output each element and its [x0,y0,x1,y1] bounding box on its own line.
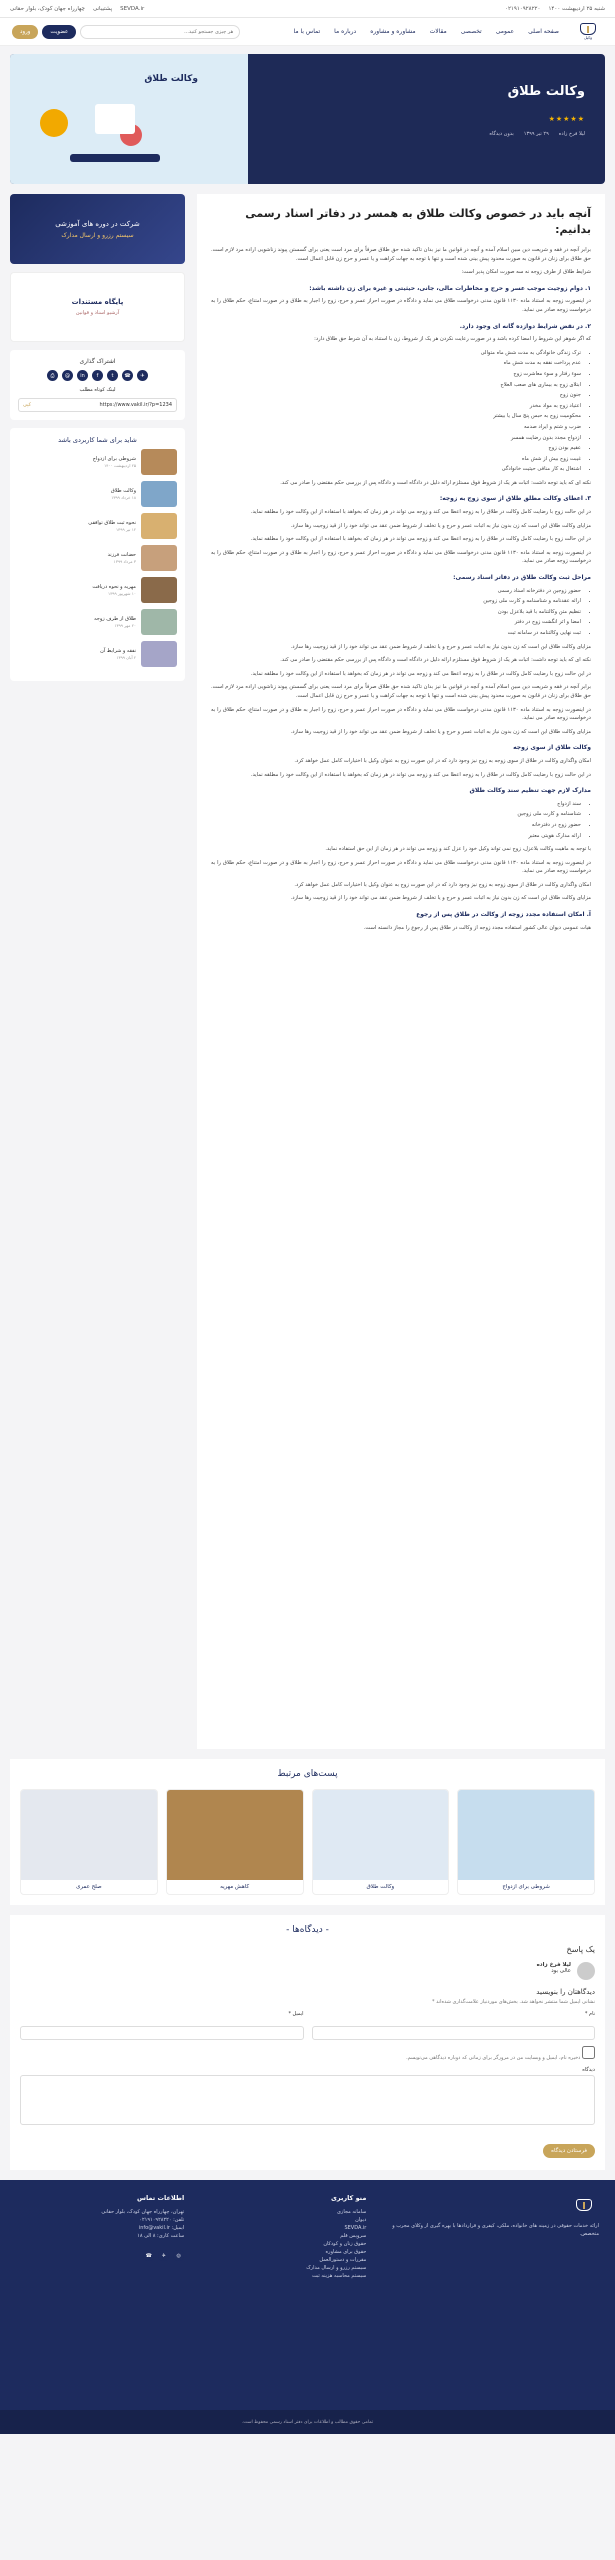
hero-banner [10,54,605,184]
date-text: ۲۹ تیر ۱۳۹۹ [523,131,549,137]
hero-text [248,54,605,184]
related-card[interactable]: کاهش مهریه [166,1789,304,1895]
list-item[interactable]: مهریه و نحوه دریافت ۱۰ شهریور ۱۳۹۹ [18,577,177,603]
support-link[interactable]: پشتیبانی [92,5,113,12]
article-body: آنچه باید در خصوص وکالت طلاق به همسر در دفاتر اسناد رسمی بدانیم: برابر آنچه در فقه و شریعت دین مبین اسلام آمده و آنچه در قوانین ما نیز بدان تاکید شده حق طلاق صرفاً برای مرد است یعنی برای گسستن پیوند زناشویی اراده مرد لازم است. حق طلاق برای زنان در قانون به صورت محدود پیش بینی شده است و تنها با توجه به جهات کراهت و یا عسر و حرج زن قابل اعمال است. شرایط طلاق از طرف زوجه نه سه صورت امکان پذیر است: ۱. دوام زوجیت موجب عسر و حرج و مخاطرات مالی، جانی، حیثیتی و غیره برای زن داشته باشد: در اینصورت زوجه به استناد ماده ۱۱۳۰ قانون مدنی درخواست طلاق می نماید و دادگاه در صورت احراز عسر و حرج، زوج را اجبار به طلاق و در صورت امتناع، حکم طلاق را به درخواست زوجه صادر می نماید. ۲. در نقض شرایط دوازده گانه ای وجود دارد. که اگر شوهر این شروط را امضا کرده باشد و در صورت رعایت نکردن هر یک از شروط، زن با استناد به آن شرط حق طلاق دارد: • ترک زندگی خانوادگی به مدت شش ماه متوالی • عدم پرداخت نفقه به مدت شش ماه • سوء رفتار و سوء معاشرت زوج • ابتلای زوج به بیماری های صعب العلاج • جنون زوج • اعتیاد زوج به مواد مخدر • محکومیت زوج به حبس پنج سال یا بیشتر • ضرب و شتم و ایراد صدمه • ازدواج مجدد بدون رضایت همسر • عقیم بودن زوج • غیبت زوج بیش از شش ماه • اشتغال به کار منافی حیثیت خانوادگی نکته ای که باید توجه داشت: اثبات هر یک از شروط فوق مستلزم ارائه دلیل در دادگاه است و دادگاه پس از بررسی حکم مقتضی را صادر می کند. ۳. اعطای وکالت مطلق طلاق از سوی زوج به زوجه: در این حالت زوج با رضایت کامل وکالت در طلاق را به زوجه اعطا می کند و زوجه می تواند در هر زمان که بخواهد با استفاده از این وکالت خود را مطلقه نماید. مزایای وکالت طلاق این است که زن بدون نیاز به اثبات عسر و حرج و یا تخلف از شروط ضمن عقد می تواند خود را از قید زوجیت رها سازد. در این حالت زوج با رضایت کامل وکالت در طلاق را به زوجه اعطا می کند و زوجه می تواند در هر زمان که بخواهد با استفاده از این وکالت خود را مطلقه نماید. در اینصورت زوجه به استناد ماده ۱۱۳۰ قانون مدنی درخواست طلاق می نماید و دادگاه در صورت احراز عسر و حرج، زوج را اجبار به طلاق و در صورت امتناع، حکم طلاق را به درخواست زوجه صادر می نماید. مراحل ثبت وکالت طلاق در دفاتر اسناد رسمی: • حضور زوجین در دفترخانه اسناد رسمی • ارائه عقدنامه و شناسنامه و کارت ملی زوجین • تنظیم متن وکالتنامه با قید بلاعزل بودن • امضا و اثر انگشت زوج در دفتر • ثبت نهایی وکالتنامه در سامانه ثبت مزایای وکالت طلاق این است که زن بدون نیاز به اثبات عسر و حرج و یا تخلف از شروط ضمن عقد می تواند خود را از قید زوجیت رها سازد. نکته ای که باید توجه داشت: اثبات هر یک از شروط فوق مستلزم ارائه دلیل در دادگاه است و دادگاه پس از بررسی حکم مقتضی را صادر می کند. در این حالت زوج با رضایت کامل وکالت در طلاق را به زوجه اعطا می کند و زوجه می تواند در هر زمان که بخواهد با استفاده از این وکالت خود را مطلقه نماید. برابر آنچه در فقه و شریعت دین مبین اسلام آمده و آنچه در قوانین ما نیز بدان تاکید شده حق طلاق صرفاً برای مرد است یعنی برای گسستن پیوند زناشویی اراده مرد لازم است. حق طلاق برای زنان در قانون به صورت محدود پیش بینی شده است و تنها با توجه به جهات کراهت و یا عسر و حرج زن قابل اعمال است. در اینصورت زوجه به استناد ماده ۱۱۳۰ قانون مدنی درخواست طلاق می نماید و دادگاه در صورت احراز عسر و حرج، زوج را اجبار به طلاق و در صورت امتناع، حکم طلاق را به درخواست زوجه صادر می نماید. مزایای وکالت طلاق این است که زن بدون نیاز به اثبات عسر و حرج و یا تخلف از شروط ضمن عقد می تواند خود را از قید زوجیت رها سازد. وکالت طلاق از سوی زوجه امکان واگذاری وکالت در طلاق از سوی زوجه به زوج نیز وجود دارد که در این صورت زوج به عنوان وکیل با اختیارات کامل عمل خواهد کرد. در این حالت زوج با رضایت کامل وکالت در طلاق را به زوجه اعطا می کند و زوجه می تواند در هر زمان که بخواهد با استفاده از این وکالت خود را مطلقه نماید. مدارک لازم جهت تنظیم سند وکالت طلاق • سند ازدواج • شناسنامه و کارت ملی زوجین • حضور زوج در دفترخانه • ارائه مدارک هویتی معتبر با توجه به ماهیت وکالت بلاعزل، زوج نمی تواند وکیل خود را عزل کند و زوجه می تواند در هر زمان از این حق استفاده نماید. در اینصورت زوجه به استناد ماده ۱۱۳۰ قانون مدنی درخواست طلاق می نماید و دادگاه در صورت احراز عسر و حرج، زوج را اجبار به طلاق و در صورت امتناع، حکم طلاق را به درخواست زوجه صادر می نماید. امکان واگذاری وکالت در طلاق از سوی زوجه به زوج نیز وجود دارد که در این صورت زوج به عنوان وکیل با اختیارات کامل عمل خواهد کرد. مزایای وکالت طلاق این است که زن بدون نیاز به اثبات عسر و حرج و یا تخلف از شروط ضمن عقد می تواند خود را از قید زوجیت رها سازد. آ. امکان استفاده مجدد زوجه از وکالت در طلاق پس از رجوع هیات عمومی دیوان عالی کشور استفاده مجدد زوجه از وکالت در طلاق پس از رجوع را مجاز دانسته است. [197,194,605,1749]
section-heading: مراحل ثبت وکالت طلاق در دفاتر اسناد رسمی: [453,574,591,582]
email-icon[interactable]: @ [62,370,73,381]
documents-list: • سند ازدواج • شناسنامه و کارت ملی زوجین • حضور زوج در دفترخانه • ارائه مدارک هویتی معتبر [211,800,591,840]
page-title: وکالت طلاق [507,84,585,99]
related-card[interactable]: وکالت طلاق [312,1789,450,1895]
nav-item-contact[interactable]: تماس با ما [293,28,321,35]
related-sidebar: شاید برای شما کاربردی باشد شروطی برای ازدواج ۲۵ اردیبهشت ۱۴۰۰ وکالت طلاق ۱۸ خرداد ۱۳۹۹ نحوه ثبت طلاق توافقی ۱۲ تیر ۱۳۹۹ حضانت فرزند ۳ مرداد ۱۳۹۹ مهریه و نحوه دریافت ۱۰ شهریور ۱۳۹۹ طلاق از طرف زوجه ۲۰ مهر ۱۳۹۹ نفقه و شرایط آن ۲ آبان ۱۳۹۹ [10,428,185,681]
site-logo[interactable]: وکیل [573,21,603,43]
nav-item-about[interactable]: درباره ما [334,28,357,35]
shortlink-field[interactable]: https://www.vakil.ir/?p=1234 کپی [18,398,177,412]
email-field[interactable] [20,2026,304,2040]
facebook-icon[interactable]: f [92,370,103,381]
whatsapp-icon[interactable]: ☎ [122,370,133,381]
conditions-list: • ترک زندگی خانوادگی به مدت شش ماه متوالی • عدم پرداخت نفقه به مدت شش ماه • سوء رفتار و سوء معاشرت زوج • ابتلای زوج به بیماری های صعب العلاج • جنون زوج • اعتیاد زوج به مواد مخدر • محکومیت زوج به حبس پنج سال یا بیشتر • ضرب و شتم و ایراد صدمه • ازدواج مجدد بدون رضایت همسر • عقیم بودن زوج • غیبت زوج بیش از شش ماه • اشتغال به کار منافی حیثیت خانوادگی [211,349,591,474]
section-heading: آ. امکان استفاده مجدد زوجه از وکالت در طلاق پس از رجوع [416,911,591,919]
list-item[interactable]: نحوه ثبت طلاق توافقی ۱۲ تیر ۱۳۹۹ [18,513,177,539]
site-link[interactable]: SEVDA.ir [120,5,145,12]
register-button[interactable]: عضویت [42,25,76,39]
comment-textarea[interactable] [20,2075,595,2125]
login-button[interactable]: ورود [12,25,38,39]
telegram-icon[interactable]: ✈ [158,2250,169,2261]
sidebar [10,194,185,1749]
article-title: آنچه باید در خصوص وکالت طلاق به همسر در دفاتر اسناد رسمی بدانیم: [245,207,591,236]
print-icon[interactable]: ⎙ [47,370,58,381]
footer: ارائه خدمات حقوقی در زمینه های خانواده، ملکی، کیفری و قراردادها با بهره گیری از وکلای مجرب و متخصص. منو کاربری سامانه مجازی دیوان SEVDA.ir سرویس قلم حقوق زنان و کودکان حقوق برای مشاوره مقررات و دستورالعمل سیستم رزرو و ارسال مدارک سیستم محاسبه هزینه ثبت اطلاعات تماس تهران، چهارراه جهان کودک، بلوار حقانی تلفن: ۰۲۱۹۱۰۹۲۸۲۲۰ ایمیل: info@vakil.ir ساعت کاری: ۸ الی ۱۸ ◎ ✈ ☎ [0,2180,615,2410]
related-posts: پست‌های مرتبط شروطی برای ازدواج وکالت طلاق کاهش مهریه صلح عمری [10,1759,605,1905]
copy-button[interactable]: کپی [23,402,32,408]
hero-illustration: وکالت طلاق [10,54,248,184]
avatar [577,1962,595,1980]
copyright: تمامی حقوق مطالب و اطلاعات برای دفتر اسناد رسمی محفوظ است. [0,2410,615,2434]
phone-link[interactable]: ۰۲۱۹۱۰۹۲۸۲۲۰ [505,5,541,12]
submit-comment-button[interactable]: فرستادن دیدگاه [543,2144,595,2158]
address-text: چهارراه جهان کودک، بلوار حقانی [10,5,85,12]
rating-stars[interactable]: ★★★★★ [548,115,585,123]
nav-item-articles[interactable]: مقالات [429,28,447,35]
list-item[interactable]: طلاق از طرف زوجه ۲۰ مهر ۱۳۹۹ [18,609,177,635]
steps-list: • حضور زوجین در دفترخانه اسناد رسمی • ارائه عقدنامه و شناسنامه و کارت ملی زوجین • تنظیم متن وکالتنامه با قید بلاعزل بودن • امضا و اثر انگشت زوج در دفتر • ثبت نهایی وکالتنامه در سامانه ثبت [211,587,591,638]
section-heading: ۱. دوام زوجیت موجب عسر و حرج و مخاطرات مالی، جانی، حیثیتی و غیره برای زن داشته باشد: [309,284,591,292]
date-text: شنبه ۲۵ اردیبهشت ۱۴۰۰ [548,5,605,12]
section-heading: ۲. در نقض شرایط دوازده گانه ای وجود دارد. [459,322,591,330]
list-item[interactable]: نفقه و شرایط آن ۲ آبان ۱۳۹۹ [18,641,177,667]
comments-section: - دیدگاه‌ها - یک پاسخ لیلا فرخ زاده عالی بود دیدگاهتان را بنویسید نشانی ایمیل شما منتشر نخواهد شد. بخش‌های موردنیاز علامت‌گذاری شده‌اند * نام * ایمیل * ذخیره نام، ایمیل و وبسایت من در مرورگر برای زمانی که دوباره دیدگاهی می‌نویسم. دیدگاه فرستادن دیدگاه [10,1915,605,2170]
author-text[interactable]: لیلا فرخ زاده [558,131,585,137]
main-nav [240,28,573,35]
header [0,18,615,46]
share-box: اشتراک گذاری ✈ ☎ t f in @ ⎙ لینک کوتاه مطلب https://www.vakil.ir/?p=1234 کپی [10,350,185,420]
search-input[interactable] [80,25,240,39]
course-banner[interactable]: شرکت در دوره های آموزشی سیستم رزرو و ارسال مدارک [10,194,185,264]
save-info-checkbox[interactable] [582,2046,595,2059]
list-item[interactable]: وکالت طلاق ۱۸ خرداد ۱۳۹۹ [18,481,177,507]
related-card[interactable]: صلح عمری [20,1789,158,1895]
whatsapp-icon[interactable]: ☎ [143,2250,154,2261]
section-heading: وکالت طلاق از سوی زوجه [513,744,591,752]
list-item[interactable]: شروطی برای ازدواج ۲۵ اردیبهشت ۱۴۰۰ [18,449,177,475]
instagram-icon[interactable]: ◎ [173,2250,184,2261]
docs-banner[interactable]: پایگاه مستندات آرشیو اسناد و قوانین [10,272,185,342]
section-heading: مدارک لازم جهت تنظیم سند وکالت طلاق [469,787,591,795]
nav-item-home[interactable]: صفحه اصلی [528,28,559,35]
section-heading: ۳. اعطای وکالت مطلق طلاق از سوی زوج به زوجه: [439,495,591,503]
telegram-icon[interactable]: ✈ [137,370,148,381]
comment-author[interactable]: لیلا فرخ زاده [536,1962,571,1968]
related-card[interactable]: شروطی برای ازدواج [457,1789,595,1895]
twitter-icon[interactable]: t [107,370,118,381]
nav-item-consult[interactable]: مشاوره و مشاوره [370,28,416,35]
comment-item: لیلا فرخ زاده عالی بود [20,1962,595,1980]
linkedin-icon[interactable]: in [77,370,88,381]
name-field[interactable] [312,2026,596,2040]
nav-item-special[interactable]: تخصصی [460,28,482,35]
comment-count[interactable]: بدون دیدگاه [489,131,514,137]
top-bar [0,0,615,18]
nav-item-general[interactable]: عمومی [495,28,515,35]
list-item[interactable]: حضانت فرزند ۳ مرداد ۱۳۹۹ [18,545,177,571]
